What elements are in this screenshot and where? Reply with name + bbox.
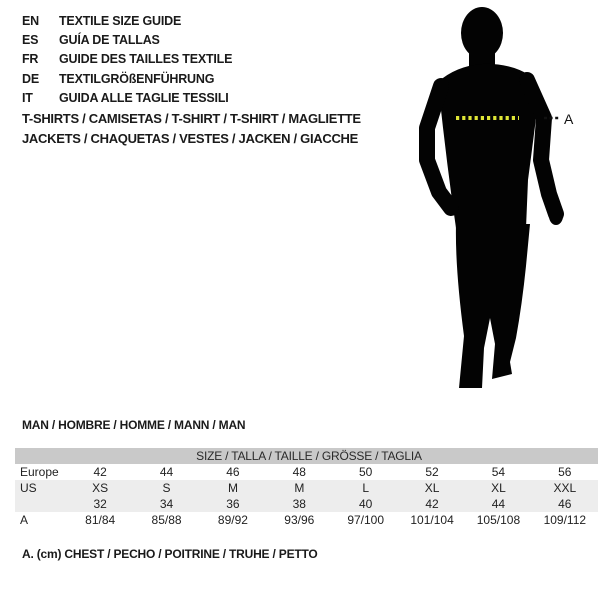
category-list	[22, 109, 361, 149]
table-cell: 32	[67, 496, 133, 512]
table-cell: 93/96	[284, 513, 315, 527]
table-cell: 101/104	[410, 513, 454, 527]
language-code: IT	[22, 90, 33, 105]
language-row-fr	[22, 50, 232, 69]
table-cell: XL	[399, 480, 465, 496]
table-cell: 54	[491, 465, 506, 479]
language-label: TEXTILE SIZE GUIDE	[59, 14, 182, 28]
man-silhouette-figure	[398, 0, 600, 400]
table-cell: 46	[226, 465, 240, 479]
language-row-de	[22, 70, 232, 89]
table-row-us	[15, 480, 598, 496]
table-cell: M	[266, 480, 332, 496]
table-cell: 85/88	[151, 513, 182, 527]
row-label	[15, 496, 67, 512]
table-row-a-chest	[15, 512, 598, 528]
section-title-man: MAN / HOMBRE / HOMME / MANN / MAN	[22, 418, 246, 432]
table-cell: 42	[93, 465, 107, 479]
table-cell: 48	[292, 465, 306, 479]
table-cell: 44	[465, 496, 531, 512]
category-jackets: JACKETS / CHAQUETAS / VESTES / JACKEN / GIACCHE	[22, 131, 358, 146]
table-row-europe	[15, 464, 598, 480]
row-label: A	[20, 513, 29, 527]
language-label: GUIDA ALLE TAGLIE TESSILI	[59, 90, 229, 105]
table-cell: 89/92	[217, 513, 248, 527]
measurement-label-a: A	[564, 111, 574, 127]
row-label: Europe	[20, 465, 59, 479]
table-cell: 105/108	[476, 513, 521, 527]
table-cell: 34	[133, 496, 199, 512]
table-cell: S	[133, 480, 199, 496]
table-cell: 42	[399, 496, 465, 512]
language-label: GUIDE DES TAILLES TEXTILE	[59, 52, 233, 67]
language-code: EN	[22, 14, 39, 28]
table-cell: 40	[333, 496, 399, 512]
category-tshirts: T-SHIRTS / CAMISETAS / T-SHIRT / T-SHIRT / MAGLIETTE	[22, 111, 361, 126]
table-cell: 36	[200, 496, 266, 512]
size-table	[15, 448, 598, 528]
table-cell: XS	[67, 480, 133, 496]
table-cell: 44	[159, 465, 174, 479]
table-cell: 46	[532, 496, 598, 512]
table-cell: 56	[558, 465, 572, 479]
language-list	[22, 12, 232, 108]
table-cell: 50	[359, 465, 373, 479]
table-cell: XL	[465, 480, 531, 496]
table-cell: 81/84	[85, 513, 116, 527]
language-row-es	[22, 31, 232, 50]
language-label: TEXTILGRÖßENFÜHRUNG	[59, 71, 215, 86]
table-header-row	[15, 448, 598, 464]
row-label: US	[15, 480, 67, 496]
table-cell: 38	[266, 496, 332, 512]
table-cell: L	[333, 480, 399, 496]
table-cell: 109/112	[543, 513, 587, 527]
table-cell: M	[200, 480, 266, 496]
table-cell: 52	[425, 465, 439, 479]
footnote-chest-measurement: A. (cm) CHEST / PECHO / POITRINE / TRUHE / PETTO	[22, 547, 318, 561]
table-cell: 97/100	[347, 513, 385, 527]
language-code: FR	[22, 52, 39, 67]
table-row-numeric	[15, 496, 598, 512]
man-silhouette-svg	[398, 0, 600, 400]
table-cell: XXL	[532, 480, 598, 496]
language-row-it	[22, 89, 232, 108]
language-label: GUÍA DE TALLAS	[59, 33, 160, 48]
language-code: DE	[22, 71, 39, 86]
language-code: ES	[22, 33, 39, 48]
table-header-label: SIZE / TALLA / TAILLE / GRÖSSE / TAGLIA	[15, 448, 598, 464]
language-row-en	[22, 12, 232, 31]
